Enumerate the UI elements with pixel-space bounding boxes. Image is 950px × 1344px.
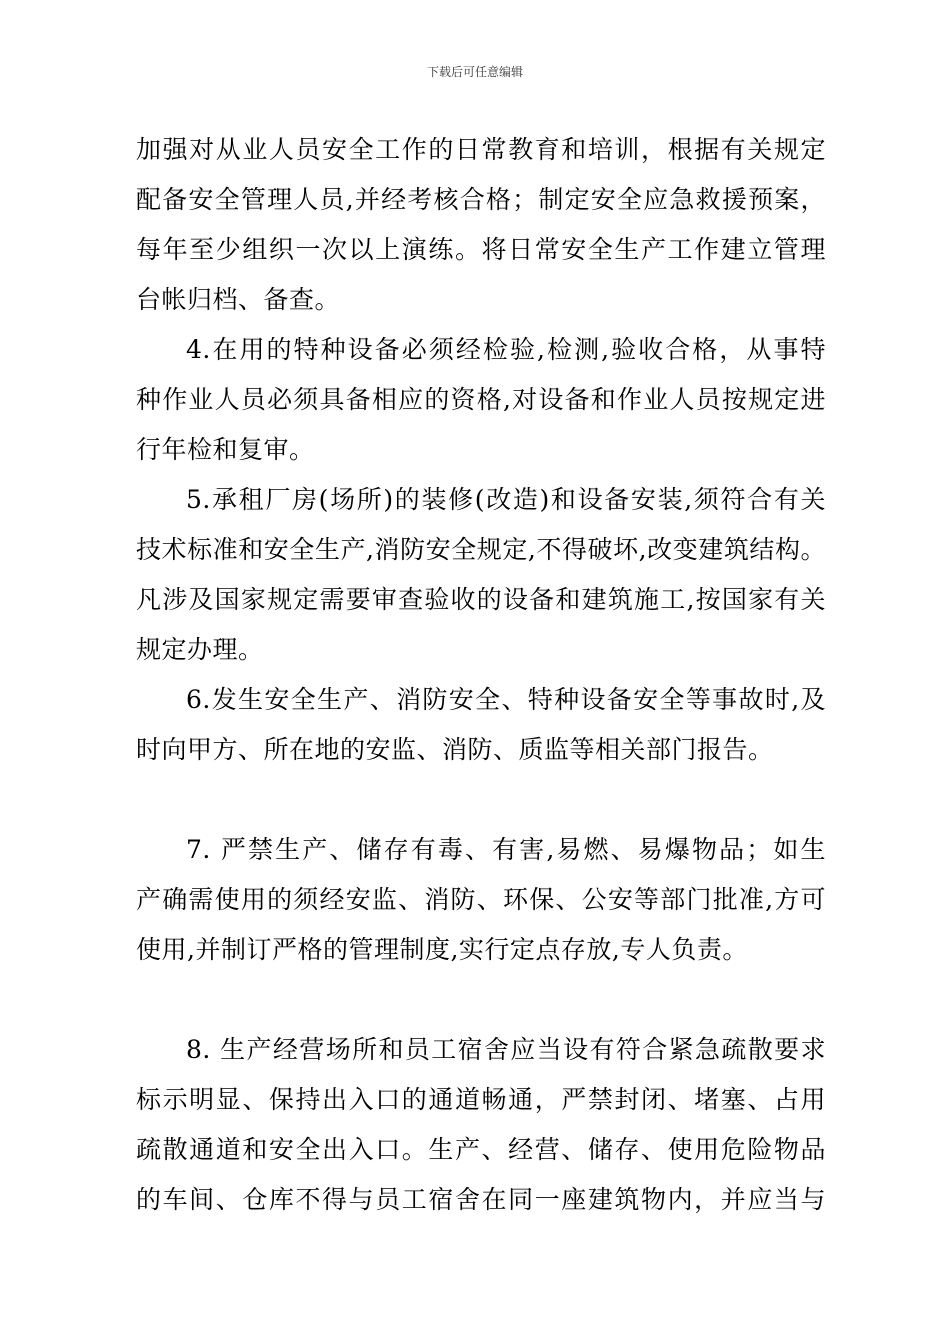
body-line: 时向甲方、所在地的安监、消防、质监等相关部门报告。 — [136, 735, 774, 764]
body-line: 加强对从业人员安全工作的日常教育和培训，根据有关规定 — [136, 135, 826, 164]
body-line: 5.承租厂房(场所)的装修(改造)和设备安装,须符合有关 — [186, 485, 826, 514]
body-line: 规定办理。 — [136, 635, 264, 664]
body-line: 每年至少组织一次以上演练。将日常安全生产工作建立管理 — [136, 235, 826, 264]
body-line: 产确需使用的须经安监、消防、环保、公安等部门批准,方可 — [136, 885, 826, 914]
body-line: 的车间、仓库不得与员工宿舍在同一座建筑物内，并应当与 — [136, 1185, 826, 1214]
body-line: 技术标准和安全生产,消防安全规定,不得破坏,改变建筑结构。 — [136, 535, 826, 564]
body-line: 8. 生产经营场所和员工宿舍应当设有符合紧急疏散要求 — [186, 1035, 826, 1064]
body-line: 疏散通道和安全出入口。生产、经营、储存、使用危险物品 — [136, 1135, 826, 1164]
body-line: 配备安全管理人员,并经考核合格；制定安全应急救援预案， — [136, 185, 826, 214]
body-line: 台帐归档、备查。 — [136, 285, 341, 314]
body-line: 种作业人员必须具备相应的资格,对设备和作业人员按规定进 — [136, 385, 826, 414]
body-line: 使用,并制订严格的管理制度,实行定点存放,专人负责。 — [136, 935, 748, 964]
page-header: 下载后可任意编辑 — [426, 65, 523, 79]
body-line: 6.发生安全生产、消防安全、特种设备安全等事故时,及 — [186, 685, 826, 714]
body-line: 4.在用的特种设备必须经检验,检测,验收合格，从事特 — [186, 335, 826, 364]
body-line: 7. 严禁生产、储存有毒、有害,易燃、易爆物品；如生 — [186, 835, 826, 864]
body-line: 标示明显、保持出入口的通道畅通，严禁封闭、堵塞、占用 — [136, 1085, 826, 1114]
body-line: 凡涉及国家规定需要审查验收的设备和建筑施工,按国家有关 — [136, 585, 826, 614]
body-line: 行年检和复审。 — [136, 435, 315, 464]
